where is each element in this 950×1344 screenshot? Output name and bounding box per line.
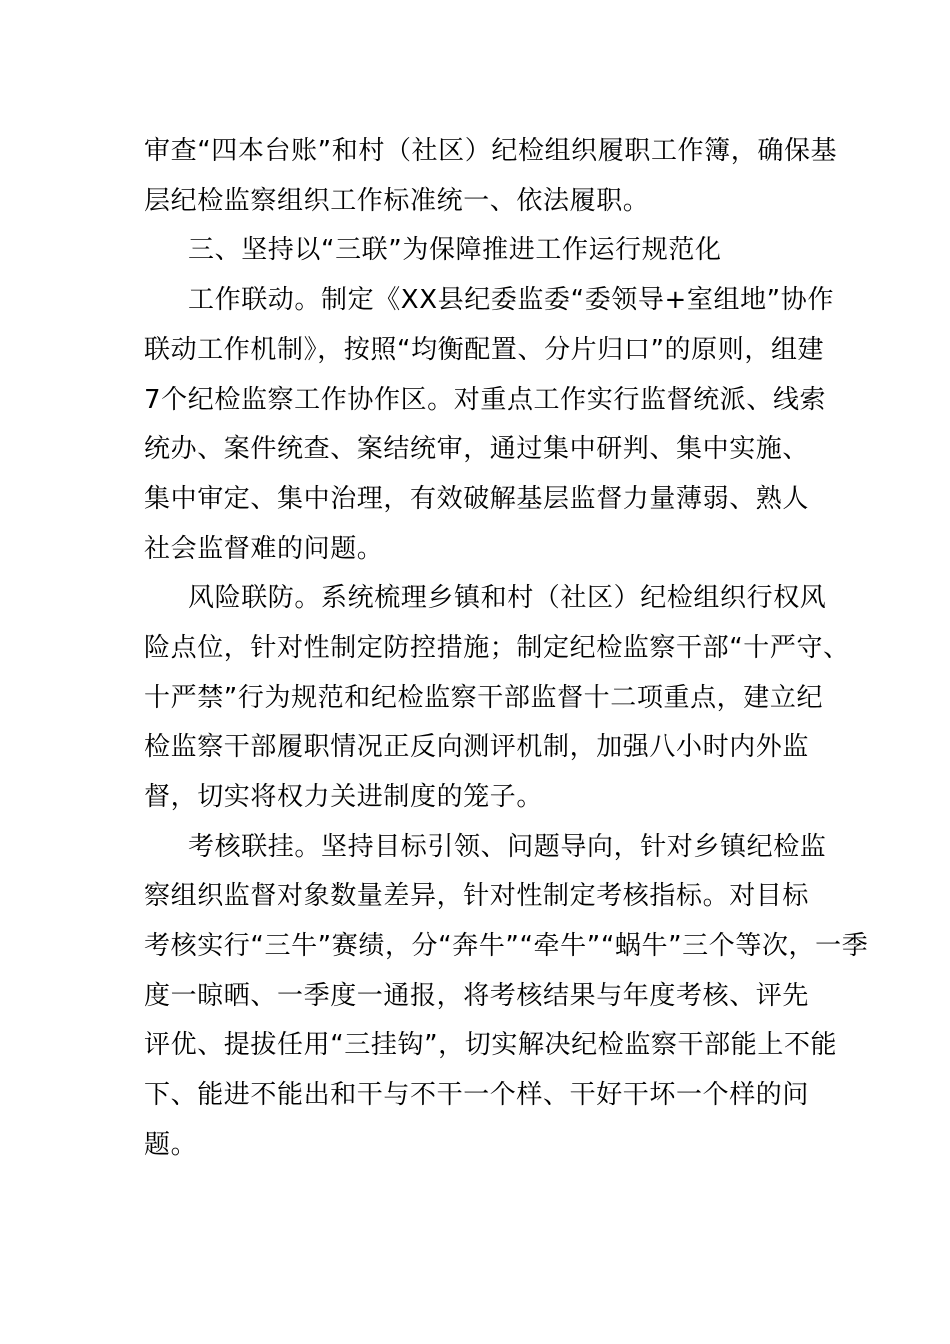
text-line: 考核实行“三牛”赛绩，分“奔牛”“牵牛”“蜗牛”三个等次，一季 bbox=[144, 931, 869, 961]
text-line: 检监察干部履职情况正反向测评机制，加强八小时内外监 bbox=[144, 732, 810, 762]
paragraph-start: 风险联防。系统梳理乡镇和村（社区）纪检组织行权风 bbox=[188, 583, 827, 613]
text-line: 审查“四本台账”和村（社区）纪检组织履职工作簿，确保基 bbox=[144, 136, 838, 166]
text-line: 督，切实将权力关进制度的笼子。 bbox=[144, 782, 544, 812]
text-line: 险点位，针对性制定防控措施；制定纪检监察干部“十严守、 bbox=[144, 633, 850, 663]
section-heading: 三、坚持以“三联”为保障推进工作运行规范化 bbox=[188, 235, 722, 265]
paragraph-start: 工作联动。制定《XX县纪委监委“委领导+室组地”协作 bbox=[188, 285, 834, 315]
text-line: 社会监督难的问题。 bbox=[144, 534, 384, 564]
text-line: 题。 bbox=[144, 1130, 198, 1160]
paragraph-start: 考核联挂。坚持目标引领、问题导向，针对乡镇纪检监 bbox=[188, 832, 827, 862]
text-line: 联动工作机制》，按照“均衡配置、分片归口”的原则，组建 bbox=[144, 335, 825, 365]
text-line: 十严禁”行为规范和纪检监察干部监督十二项重点，建立纪 bbox=[144, 683, 824, 713]
text-line: 察组织监督对象数量差异，针对性制定考核指标。对目标 bbox=[144, 881, 810, 911]
text-line: 评优、提拔任用“三挂钩”，切实解决纪检监察干部能上不能 bbox=[144, 1030, 838, 1060]
text-line: 层纪检监察组织工作标准统一、依法履职。 bbox=[144, 186, 650, 216]
text-line: 度一晾晒、一季度一通报，将考核结果与年度考核、评先 bbox=[144, 981, 810, 1011]
text-line: 集中审定、集中治理，有效破解基层监督力量薄弱、熟人 bbox=[144, 484, 810, 514]
text-line: 7个纪检监察工作协作区。对重点工作实行监督统派、线索 bbox=[144, 385, 827, 415]
text-line: 统办、案件统查、案结统审，通过集中研判、集中实施、 bbox=[144, 434, 810, 464]
text-line: 下、能进不能出和干与不干一个样、干好干坏一个样的问 bbox=[144, 1080, 810, 1110]
